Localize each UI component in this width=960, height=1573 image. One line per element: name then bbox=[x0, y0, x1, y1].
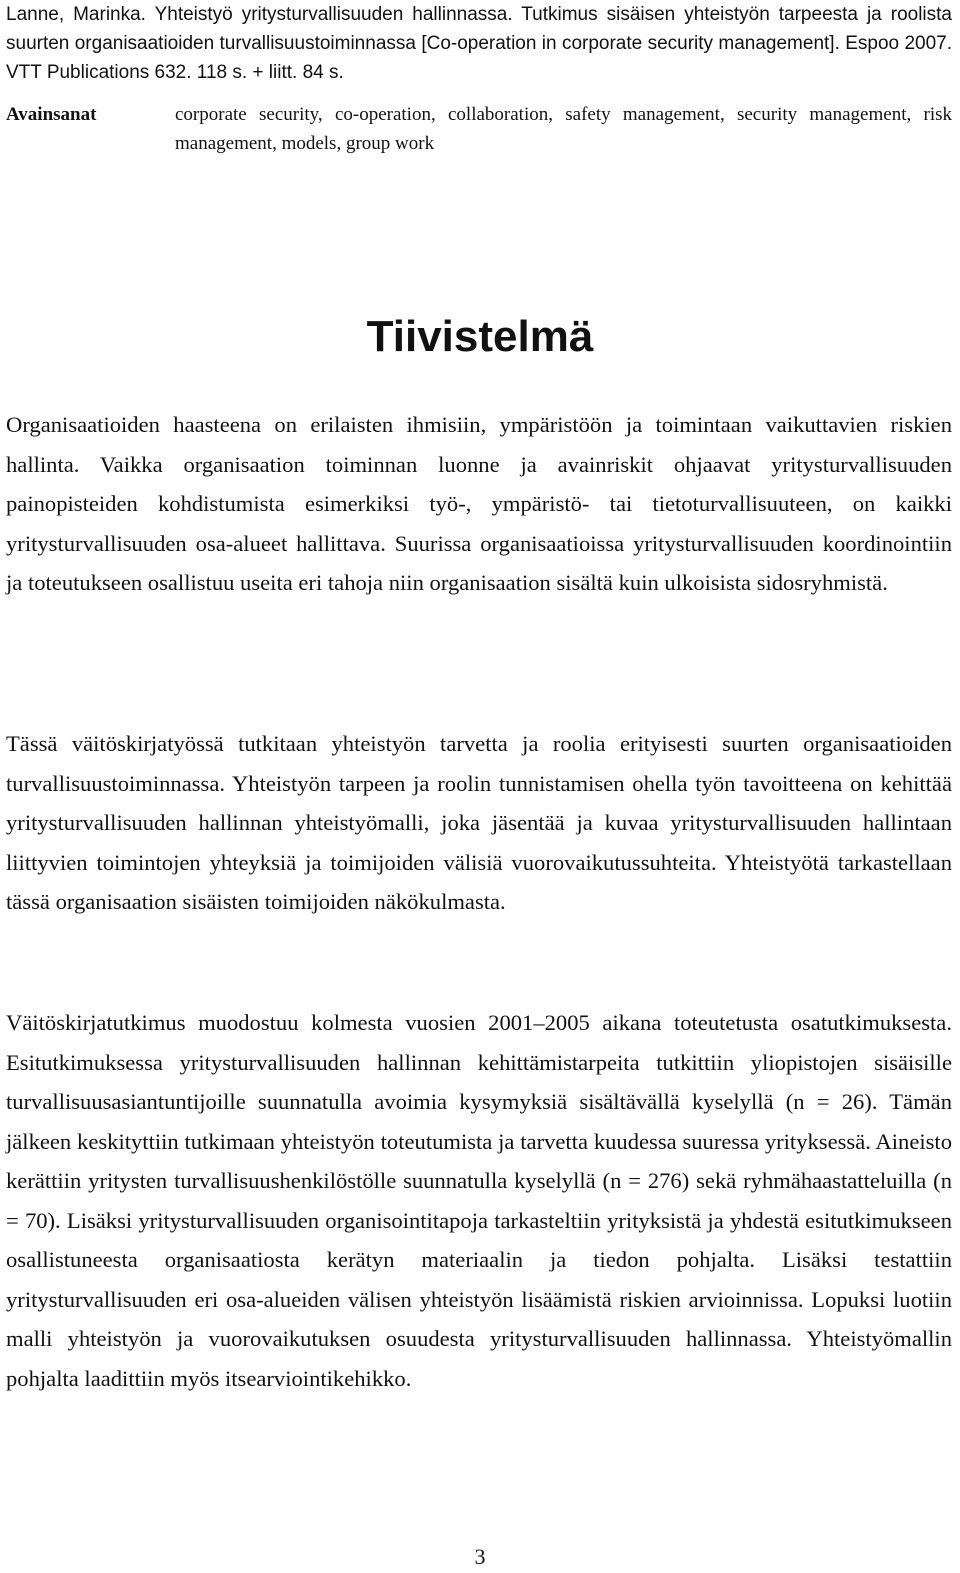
page-number: 3 bbox=[474, 1544, 486, 1569]
abstract-paragraph-3: Väitöskirjatutkimus muodostuu kolmesta vuosien 2001–2005 aikana toteutetusta osatutkimuksesta. Esitutkimuksessa yritysturvallisuuden hallinnan kehittämistarpeita tutkittiin yliopistojen sisäisille turvallisuusasiantuntijoille suunnatulla avoimia kysymyksiä sisältävällä kyselyllä (n = 26). Tämän jälkeen keskityttiin tutkimaan yhteistyön toteutumista ja tarvetta kuudessa suuressa yrityksessä. Aineisto kerättiin yritysten turvallisuushenkilöstölle suunnatulla kyselyllä (n = 276) sekä ryhmähaastatteluilla (n = 70). Lisäksi yritysturvallisuuden organisointitapoja tarkasteltiin yrityksistä ja yhdestä esitutkimukseen osallistuneesta organisaatiosta kerätyn materiaalin ja tiedon pohjalta. Lisäksi testattiin yritysturvallisuuden eri osa-alueiden välisen yhteistyön lisäämistä riskien arvioinnissa. Lopuksi luotiin malli yhteistyön ja vuorovaikutuksen osuudesta yritysturvallisuuden hallinnassa. Yhteistyömallin pohjalta laadittiin myös itsearviointikehikko. bbox=[6, 1010, 952, 1391]
page-title: Tiivistelmä bbox=[366, 312, 594, 361]
abstract-paragraph-1: Organisaatioiden haasteena on erilaisten ihmisiin, ympäristöön ja toimintaan vaikuttavien riskien hallinta. Vaikka organisaation toiminnan luonne ja avainriskit ohjaavat yritysturvallisuuden painopisteiden kohdistumista esimerkiksi työ-, ympäristö- tai tietoturvallisuuteen, on kaikki yritysturvallisuuden osa-alueet hallittava. Suurissa organisaatioissa yritysturvallisuuden koordinointiin ja toteutukseen osallistuu useita eri tahoja niin organisaation sisältä kuin ulkoisista sidosryhmistä. bbox=[6, 412, 952, 595]
keywords-label: Avainsanat bbox=[6, 104, 97, 125]
keywords-text: corporate security, co-operation, collaboration, safety management, security management, risk management, models, group work bbox=[175, 104, 952, 154]
abstract-paragraph-2: Tässä väitöskirjatyössä tutkitaan yhteistyön tarvetta ja roolia erityisesti suurten organisaatioiden turvallisuustoiminnassa. Yhteistyön tarpeen ja roolin tunnistamisen ohella työn tavoitteena on kehittää yritysturvallisuuden hallinnan yhteistyömalli, joka jäsentää ja kuvaa yritysturvallisuuden hallintaan liittyvien toimintojen yhteyksiä ja toimijoiden välisiä vuorovaikutussuhteita. Yhteistyötä tarkastellaan tässä organisaation sisäisten toimijoiden näkökulmasta. bbox=[6, 731, 952, 914]
bibliographic-citation: Lanne, Marinka. Yhteistyö yritysturvallisuuden hallinnassa. Tutkimus sisäisen yhteistyön tarpeesta ja roolista suurten organisaatioiden turvallisuustoiminnassa [Co-operation in corporate security management]. Espoo 2007. VTT Publications 632. 118 s. + liitt. 84 s. bbox=[6, 4, 952, 83]
